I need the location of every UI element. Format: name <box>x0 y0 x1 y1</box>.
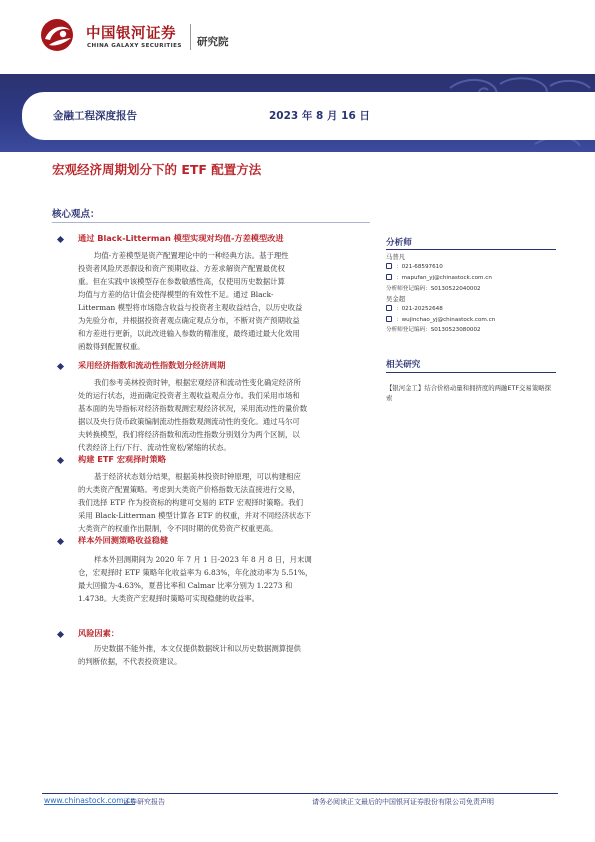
email-icon <box>386 316 392 322</box>
report-type: 金融工程深度报告 <box>53 110 137 122</box>
institute-label: 研究院 <box>197 36 229 48</box>
analyst-phone: ：021-20252648 <box>396 306 443 312</box>
paragraph-line: 的大类资产配置策略。考虑到大类资产价格指数无法直接进行交易， <box>78 485 300 494</box>
section-bullet-icon <box>57 236 64 243</box>
section-bullet-icon <box>57 457 64 464</box>
paragraph-line: 均值与方差的估计值会使得模型的有效性不足。通过 Black- <box>78 290 274 299</box>
paragraph-line: 为先验分布，并根据投资者观点确定观点分布，不断对资产预期收益 <box>78 316 300 325</box>
paragraph-line: 我们参考美林投资时钟，根据宏观经济和流动性变化确定经济所 <box>94 378 301 387</box>
analysts-divider <box>386 249 556 250</box>
paragraph-line: 的判断依据，不代表投资建议。 <box>78 657 182 666</box>
brand-name-cn: 中国银河证券 <box>86 26 176 42</box>
analyst-phone: ：021-68597610 <box>396 264 443 270</box>
analyst-cert: 分析师登记编码：S0130523080002 <box>386 327 481 333</box>
section-paragraph <box>78 553 378 605</box>
section-bullet-icon <box>57 363 64 370</box>
analyst-email: ：wujinchao_yj@chinastock.com.cn <box>396 317 496 323</box>
paragraph-line: 代表经济上行/下行、流动性宽松/紧缩的状态。 <box>78 443 231 452</box>
paragraph-line: 和方差进行更新，以此改进输入参数的精准度，最终通过最大化效用 <box>78 329 300 338</box>
analyst-email: ：mapufan_yj@chinastock.com.cn <box>396 275 492 281</box>
section-paragraph <box>78 376 378 454</box>
related-research-title: 相关研究 <box>386 360 421 370</box>
risk-paragraph <box>78 642 378 668</box>
report-date: 2023 年 8 月 16 日 <box>269 110 370 122</box>
paragraph-line: 最大回撤为-4.63%，夏普比率和 Calmar 比率分别为 1.2273 和 <box>78 581 293 590</box>
website-link[interactable]: www.chinastock.com.cn <box>44 796 136 805</box>
paragraph-line: 我们选择 ETF 作为投资标的构建可交易的 ETF 宏观择时策略。我们 <box>78 498 304 507</box>
section-paragraph <box>78 249 378 353</box>
analyst-name: 吴金超 <box>386 295 406 303</box>
paragraph-line: 据以及央行货币政策编制流动性指数观测流动性的变化。通过马尔可 <box>78 417 300 426</box>
section-heading: 样本外回测策略收益稳健 <box>78 535 169 545</box>
footer-label: 证券研究报告 <box>123 798 165 806</box>
footer-divider <box>42 793 558 794</box>
paragraph-line: 基于经济状态划分结果，根据美林投资时钟原理，可以构建相应 <box>94 472 301 481</box>
phone-icon <box>386 305 392 311</box>
section-heading: 通过 Black-Litterman 模型实现对均值-方差模型改进 <box>78 233 284 243</box>
section-bullet-icon <box>57 631 64 638</box>
email-icon <box>386 274 392 280</box>
paragraph-line: 仓，宏观择时 ETF 策略年化收益率为 6.83%，年化波动率为 5.51%， <box>78 568 313 577</box>
paragraph-line: 投资者风险厌恶假设和资产预期收益、方差求解资产配置最优权 <box>78 264 285 273</box>
paragraph-line: 样本外回测期间为 2020 年 7 月 1 日-2023 年 8 月 8 日，月末调 <box>94 555 312 564</box>
analyst-cert: 分析师登记编码：S0130522040002 <box>386 286 481 292</box>
disclaimer-notice: 请务必阅读正文最后的中国银河证券股份有限公司免责声明 <box>312 798 494 806</box>
paragraph-line: 历史数据不能外推，本文仅提供数据统计和以历史数据测算提供 <box>94 644 301 653</box>
analyst-name: 马普凡 <box>386 253 406 261</box>
paragraph-line: 重。但在实践中该模型存在参数敏感性高，仅使用历史数据计算 <box>78 277 285 286</box>
paragraph-line: 1.4738。大类资产宏观择时策略可实现稳健的收益率。 <box>78 594 260 603</box>
paragraph-line: Litterman 模型将市场隐含收益与投资者主观收益结合，以历史收益 <box>78 303 303 312</box>
section-heading: 采用经济指数和流动性指数划分经济周期 <box>78 360 226 370</box>
analysts-title: 分析师 <box>386 238 412 248</box>
related-research-divider <box>386 372 556 373</box>
section-paragraph <box>78 470 378 535</box>
paragraph-line: 处的运行状态，进而确定投资者主观收益观点分布。我们采用市场和 <box>78 391 300 400</box>
risk-heading: 风险因素： <box>78 628 119 638</box>
section-heading: 构建 ETF 宏观择时策略 <box>78 454 166 464</box>
logo-divider <box>190 24 191 50</box>
paragraph-line: 大类资产的权重作出限制，令不同时期的优势资产权重更高。 <box>78 524 278 533</box>
brand-name-en: CHINA GALAXY SECURITIES <box>87 43 182 49</box>
related-research-link[interactable]: 【银河金工】结合价格动量和拥挤度的两融ETF交易策略探索 <box>386 384 551 402</box>
core-views-label: 核心观点： <box>52 209 100 220</box>
galaxy-logo-icon <box>40 18 74 52</box>
paragraph-line: 采用 Black-Litterman 模型计算各 ETF 的权重，并对不同经济状态下 <box>78 511 312 520</box>
phone-icon <box>386 263 392 269</box>
paragraph-line: 函数得到配置权重。 <box>78 342 145 351</box>
core-views-divider <box>52 222 370 223</box>
report-title: 宏观经济周期划分下的 ETF 配置方法 <box>52 162 262 177</box>
paragraph-line: 均值-方差模型是资产配置理论中的一种经典方法。基于理性 <box>94 251 289 260</box>
paragraph-line: 基本面的先导指标对经济指数观测宏观经济状况，采用流动性的量价数 <box>78 404 308 413</box>
paragraph-line: 夫转换模型，我们将经济指数和流动性指数分别划分为两个区制，以 <box>78 430 300 439</box>
section-bullet-icon <box>57 538 64 545</box>
